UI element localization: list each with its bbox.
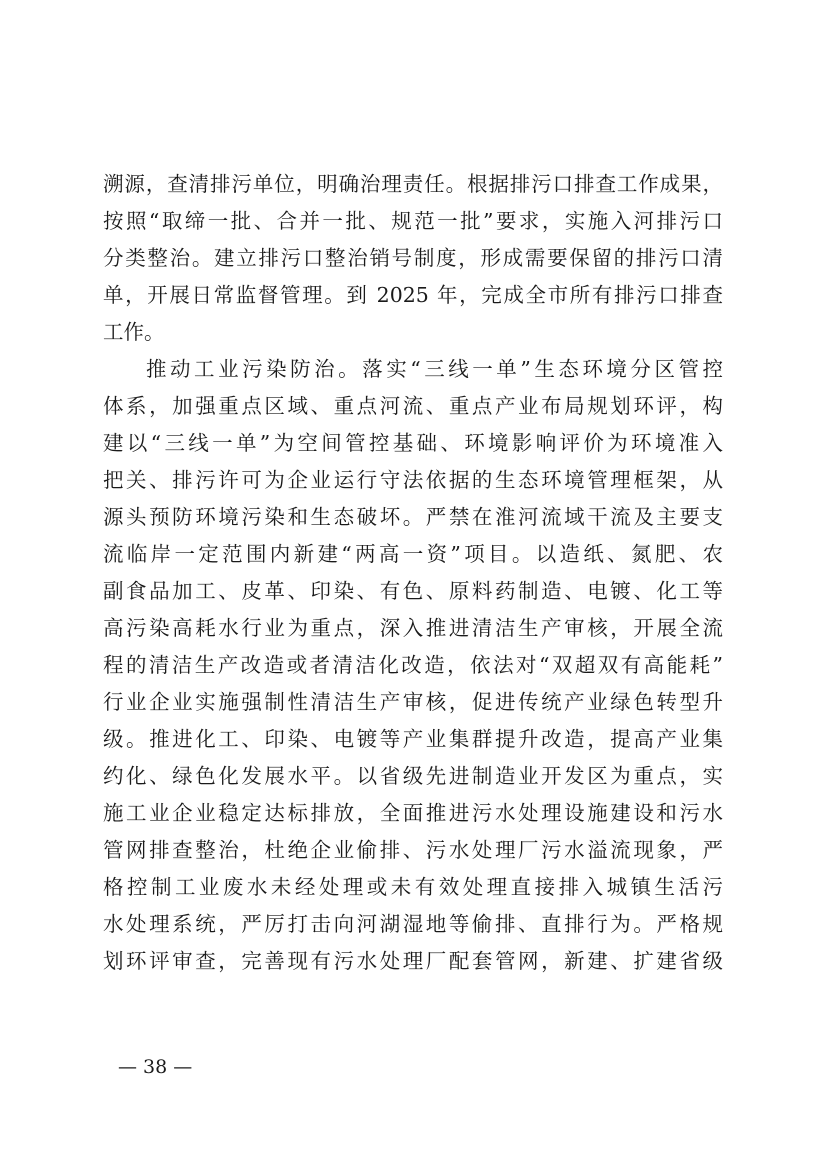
text-line-21: 水处理系统，严厉打击向河湖湿地等偷排、直排行为。严格规 <box>103 912 723 936</box>
text-line-8: 建以“三线一单”为空间管控基础、环境影响评价为环境准入 <box>103 431 723 455</box>
text-line-10: 源头预防环境污染和生态破坏。严禁在淮河流域干流及主要支 <box>103 505 723 529</box>
text-line-16: 级。推进化工、印染、电镀等产业集群提升改造，提高产业集 <box>103 727 723 751</box>
text-line-14: 程的清洁生产改造或者清洁化改造，依法对“双超双有高能耗” <box>103 653 723 677</box>
text-line-2: 按照“取缔一批、合并一批、规范一批”要求，实施入河排污口 <box>103 209 723 233</box>
text-line-3: 分类整治。建立排污口整治销号制度，形成需要保留的排污口清 <box>103 246 723 270</box>
text-line-20: 格控制工业废水未经处理或未有效处理直接排入城镇生活污 <box>103 875 723 899</box>
text-line-9: 把关、排污许可为企业运行守法依据的生态环境管理框架，从 <box>103 468 723 492</box>
text-line-1: 溯源，查清排污单位，明确治理责任。根据排污口排查工作成果， <box>103 172 723 196</box>
text-line-5: 工作。 <box>103 320 165 344</box>
text-line-11: 流临岸一定范围内新建“两高一资”项目。以造纸、氮肥、农 <box>103 542 723 566</box>
text-line-7: 体系，加强重点区域、重点河流、重点产业布局规划环评，构 <box>103 394 723 418</box>
text-line-19: 管网排查整治，杜绝企业偷排、污水处理厂污水溢流现象，严 <box>103 838 723 862</box>
text-line-22: 划环评审查，完善现有污水处理厂配套管网，新建、扩建省级 <box>103 949 723 973</box>
text-line-15: 行业企业实施强制性清洁生产审核，促进传统产业绿色转型升 <box>103 690 723 714</box>
page-number: — 38 — <box>118 1056 193 1078</box>
text-line-17: 约化、绿色化发展水平。以省级先进制造业开发区为重点，实 <box>103 764 723 788</box>
text-line-13: 高污染高耗水行业为重点，深入推进清洁生产审核，开展全流 <box>103 616 723 640</box>
paragraph-start-line: 推动工业污染防治。落实“三线一单”生态环境分区管控 <box>146 357 723 381</box>
text-line-4: 单，开展日常监督管理。到 2025 年，完成全市所有排污口排查 <box>103 283 723 307</box>
text-line-12: 副食品加工、皮革、印染、有色、原料药制造、电镀、化工等 <box>103 579 723 603</box>
text-line-18: 施工业企业稳定达标排放，全面推进污水处理设施建设和污水 <box>103 801 723 825</box>
